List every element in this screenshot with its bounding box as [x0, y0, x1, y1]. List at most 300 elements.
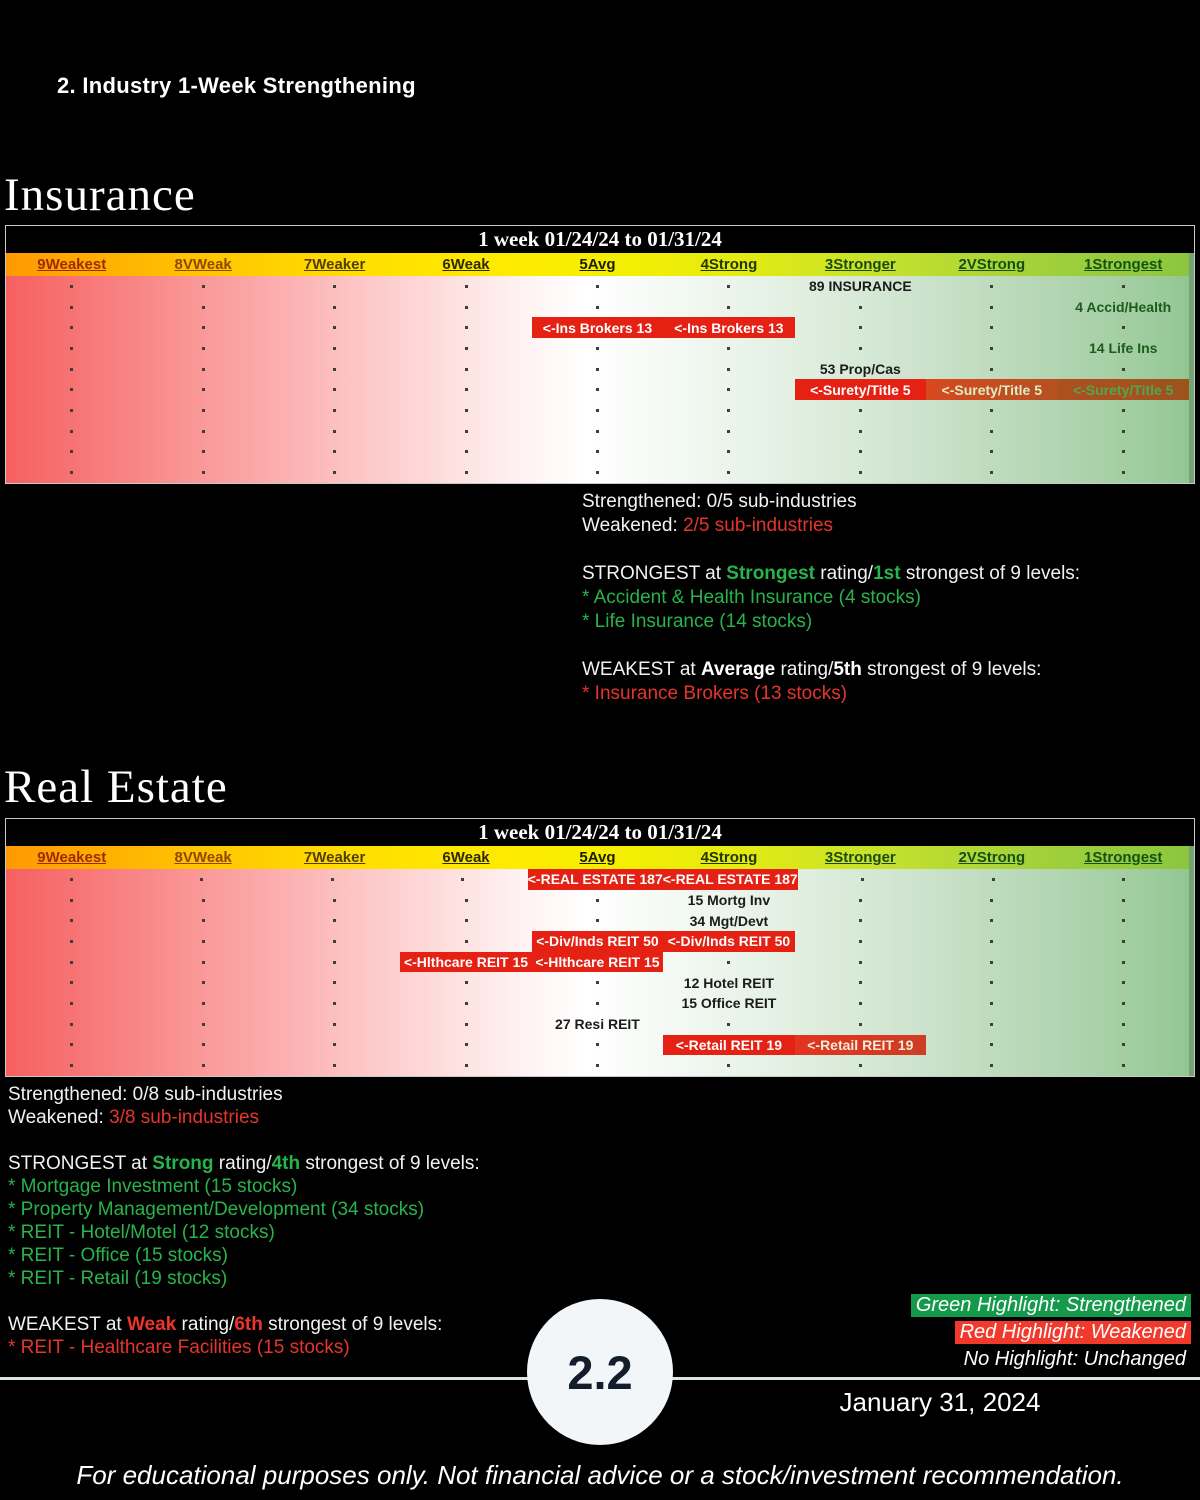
dot-marker — [333, 285, 336, 288]
column-header: 4Strong — [700, 256, 758, 273]
summary-gap — [8, 1129, 480, 1152]
cell-label: <-REAL ESTATE 187 — [527, 871, 663, 888]
empty-cell — [6, 442, 137, 463]
column-header: 8VWeak — [174, 849, 232, 866]
value-cell — [795, 276, 926, 297]
table-row — [6, 1014, 1189, 1035]
dot-marker — [333, 1002, 336, 1005]
dot-marker — [70, 919, 73, 922]
empty-cell — [269, 993, 400, 1014]
dot-marker — [859, 347, 862, 350]
empty-cell — [532, 338, 663, 359]
empty-cell — [137, 1055, 268, 1076]
summary-text: * Mortgage Investment (15 stocks) — [8, 1176, 298, 1197]
table-row — [6, 359, 1189, 380]
cell-label: 53 Prop/Cas — [819, 361, 901, 378]
dot-marker — [333, 306, 336, 309]
dot-marker — [1122, 899, 1125, 902]
empty-cell — [400, 379, 531, 400]
cell-label: <-Retail REIT 19 — [675, 1036, 782, 1053]
column-header: 7Weaker — [303, 849, 366, 866]
table-row — [6, 890, 1189, 911]
dot-marker — [990, 409, 993, 412]
dot-marker — [465, 326, 468, 329]
dot-marker — [727, 1023, 730, 1026]
empty-cell — [397, 869, 527, 890]
column-header: 1Strongest — [1084, 256, 1163, 273]
empty-cell — [1058, 359, 1189, 380]
empty-cell — [137, 421, 268, 442]
dot-marker — [859, 409, 862, 412]
empty-cell — [795, 910, 926, 931]
summary-text: rating/ — [176, 1314, 235, 1335]
empty-cell — [532, 297, 663, 318]
dot-marker — [333, 1023, 336, 1026]
summary-gap — [582, 538, 1080, 562]
cell-label: 14 Life Ins — [1088, 340, 1158, 357]
dot-marker — [596, 306, 599, 309]
empty-cell — [1058, 1055, 1189, 1076]
dot-marker — [727, 347, 730, 350]
dot-marker — [859, 471, 862, 474]
dot-marker — [465, 285, 468, 288]
empty-cell — [400, 462, 531, 483]
legend-item-weakened — [911, 1321, 1191, 1344]
highlight-cell — [663, 931, 794, 952]
dot-marker — [1122, 878, 1125, 881]
empty-cell — [532, 276, 663, 297]
empty-cell — [532, 910, 663, 931]
table-row — [6, 297, 1189, 318]
dot-marker — [333, 450, 336, 453]
highlight-cell — [400, 952, 531, 973]
disclaimer-text: For educational purposes only. Not financial advice or a stock/investment recommendation. — [76, 1460, 1124, 1490]
empty-cell — [1058, 931, 1189, 952]
dot-marker — [70, 347, 73, 350]
dot-marker — [990, 306, 993, 309]
empty-cell — [6, 972, 137, 993]
dot-marker — [333, 899, 336, 902]
empty-cell — [532, 1035, 663, 1056]
empty-cell — [532, 400, 663, 421]
dot-marker — [465, 368, 468, 371]
dot-marker — [333, 961, 336, 964]
dot-marker — [70, 1043, 73, 1046]
dot-marker — [990, 899, 993, 902]
table-row — [6, 869, 1189, 890]
dot-marker — [1122, 961, 1125, 964]
table-row — [6, 910, 1189, 931]
table-row — [6, 931, 1189, 952]
dot-marker — [859, 940, 862, 943]
cell-label: <-REAL ESTATE 187 — [662, 871, 798, 888]
dot-marker — [727, 450, 730, 453]
empty-cell — [400, 890, 531, 911]
empty-cell — [926, 421, 1057, 442]
empty-cell — [663, 421, 794, 442]
dot-marker — [1122, 919, 1125, 922]
empty-cell — [795, 338, 926, 359]
empty-cell — [926, 1014, 1057, 1035]
cell-label: 89 INSURANCE — [808, 278, 912, 295]
value-cell — [1058, 338, 1189, 359]
highlight-legend — [911, 1294, 1191, 1375]
table-row — [6, 421, 1189, 442]
empty-cell — [926, 1035, 1057, 1056]
empty-cell — [1058, 972, 1189, 993]
column-header: 5Avg — [579, 256, 616, 273]
dot-marker — [70, 368, 73, 371]
empty-cell — [795, 297, 926, 318]
dot-marker — [70, 450, 73, 453]
legend-label: Red Highlight: Weakened — [955, 1321, 1191, 1344]
column-header: 5Avg — [579, 849, 616, 866]
dot-marker — [333, 981, 336, 984]
empty-cell — [136, 869, 266, 890]
dot-marker — [465, 450, 468, 453]
dot-marker — [1122, 1043, 1125, 1046]
dot-marker — [990, 430, 993, 433]
summary-text: Strong — [152, 1153, 214, 1174]
dot-marker — [70, 940, 73, 943]
empty-cell — [926, 317, 1057, 338]
dot-marker — [200, 878, 203, 881]
empty-cell — [926, 993, 1057, 1014]
dot-marker — [70, 326, 73, 329]
column-header: 3Stronger — [824, 849, 896, 866]
dot-marker — [859, 450, 862, 453]
empty-cell — [6, 1055, 137, 1076]
empty-cell — [1058, 421, 1189, 442]
empty-cell — [926, 972, 1057, 993]
empty-cell — [532, 890, 663, 911]
dot-marker — [1122, 368, 1125, 371]
dot-marker — [990, 1023, 993, 1026]
highlight-cell — [1058, 379, 1189, 400]
empty-cell — [926, 1055, 1057, 1076]
highlight-cell — [663, 317, 794, 338]
cell-label: <-Surety/Title 5 — [810, 381, 911, 398]
summary-line — [8, 1313, 480, 1336]
empty-cell — [137, 297, 268, 318]
empty-cell — [532, 972, 663, 993]
summary-text: strongest of 9 levels: — [300, 1153, 480, 1174]
column-header: 9Weakest — [37, 849, 107, 866]
page-number-badge — [527, 1299, 673, 1445]
dot-marker — [859, 430, 862, 433]
summary-text: STRONGEST at — [8, 1153, 153, 1174]
summary-line — [8, 1244, 480, 1267]
empty-cell — [400, 338, 531, 359]
dot-marker — [727, 306, 730, 309]
dot-marker — [202, 471, 205, 474]
summary-text: Strongest — [726, 563, 815, 584]
summary-text: Average — [700, 659, 776, 680]
empty-cell — [269, 379, 400, 400]
column-header: 4Strong — [700, 849, 758, 866]
empty-cell — [6, 421, 137, 442]
empty-cell — [400, 1055, 531, 1076]
empty-cell — [926, 297, 1057, 318]
dot-marker — [465, 919, 468, 922]
dot-marker — [333, 326, 336, 329]
empty-cell — [137, 993, 268, 1014]
empty-cell — [795, 421, 926, 442]
dot-marker — [727, 1064, 730, 1067]
empty-cell — [663, 276, 794, 297]
empty-cell — [400, 297, 531, 318]
dot-marker — [202, 347, 205, 350]
legend-item-strengthened — [911, 1294, 1191, 1317]
dot-marker — [859, 899, 862, 902]
summary-text: STRONGEST at — [582, 563, 727, 584]
dot-marker — [596, 471, 599, 474]
dot-marker — [202, 919, 205, 922]
empty-cell — [137, 338, 268, 359]
dot-marker — [333, 1064, 336, 1067]
empty-cell — [137, 1035, 268, 1056]
empty-cell — [532, 993, 663, 1014]
insurance-strength-table — [5, 225, 1195, 484]
dot-marker — [727, 471, 730, 474]
empty-cell — [926, 910, 1057, 931]
table-row — [6, 276, 1189, 297]
dot-marker — [202, 450, 205, 453]
dot-marker — [465, 1023, 468, 1026]
summary-text: Weakened: — [582, 515, 684, 536]
empty-cell — [400, 1014, 531, 1035]
empty-cell — [926, 952, 1057, 973]
empty-cell — [137, 359, 268, 380]
empty-cell — [663, 338, 794, 359]
cell-label: <-Ins Brokers 13 — [674, 319, 784, 336]
dot-marker — [596, 368, 599, 371]
summary-line — [582, 682, 1080, 706]
dot-marker — [465, 471, 468, 474]
empty-cell — [1058, 400, 1189, 421]
column-header: 8VWeak — [174, 256, 232, 273]
empty-cell — [663, 1014, 794, 1035]
empty-cell — [532, 379, 663, 400]
column-header: 1Strongest — [1084, 849, 1163, 866]
summary-gap — [8, 1290, 480, 1313]
empty-cell — [400, 400, 531, 421]
table-row — [6, 1055, 1189, 1076]
summary-text: strongest of 9 levels: — [900, 563, 1081, 584]
empty-cell — [1058, 317, 1189, 338]
dot-marker — [465, 388, 468, 391]
dot-marker — [202, 368, 205, 371]
empty-cell — [137, 317, 268, 338]
empty-cell — [6, 1014, 137, 1035]
column-header: 6Weak — [442, 849, 490, 866]
empty-cell — [269, 297, 400, 318]
dot-marker — [859, 981, 862, 984]
dot-marker — [992, 878, 995, 881]
table-header-row — [6, 253, 1194, 276]
table-row — [6, 317, 1189, 338]
dot-marker — [70, 285, 73, 288]
empty-cell — [269, 931, 400, 952]
dot-marker — [990, 471, 993, 474]
column-header: 2VStrong — [958, 849, 1026, 866]
dot-marker — [70, 1002, 73, 1005]
empty-cell — [926, 890, 1057, 911]
dot-marker — [70, 981, 73, 984]
cell-label: 15 Mortg Inv — [687, 892, 771, 909]
dot-marker — [859, 919, 862, 922]
empty-cell — [795, 400, 926, 421]
empty-cell — [926, 338, 1057, 359]
empty-cell — [137, 276, 268, 297]
cell-label: 27 Resi REIT — [555, 1016, 640, 1033]
empty-cell — [6, 931, 137, 952]
dot-marker — [596, 347, 599, 350]
empty-cell — [6, 869, 136, 890]
empty-cell — [6, 890, 137, 911]
dot-marker — [1122, 326, 1125, 329]
empty-cell — [269, 317, 400, 338]
empty-cell — [795, 993, 926, 1014]
dot-marker — [465, 1043, 468, 1046]
legend-label: Green Highlight: Strengthened — [911, 1294, 1191, 1317]
dot-marker — [202, 1043, 205, 1046]
empty-cell — [400, 421, 531, 442]
empty-cell — [6, 338, 137, 359]
page-title: 2. Industry 1-Week Strengthening — [57, 73, 416, 98]
empty-cell — [663, 359, 794, 380]
dot-marker — [727, 409, 730, 412]
cell-label: <-Div/Inds REIT 50 — [667, 933, 791, 950]
dot-marker — [202, 1023, 205, 1026]
empty-cell — [532, 462, 663, 483]
table-row — [6, 462, 1189, 483]
summary-line — [8, 1198, 480, 1221]
empty-cell — [269, 462, 400, 483]
empty-cell — [1058, 910, 1189, 931]
empty-cell — [400, 910, 531, 931]
dot-marker — [333, 347, 336, 350]
dot-marker — [202, 961, 205, 964]
empty-cell — [663, 379, 794, 400]
dot-marker — [990, 961, 993, 964]
summary-text: * Insurance Brokers (13 stocks) — [582, 683, 848, 704]
empty-cell — [269, 359, 400, 380]
summary-line — [582, 562, 1080, 586]
cell-label: <-Surety/Title 5 — [1072, 381, 1174, 398]
empty-cell — [137, 379, 268, 400]
empty-cell — [269, 890, 400, 911]
empty-cell — [532, 359, 663, 380]
empty-cell — [6, 317, 137, 338]
highlight-cell — [532, 931, 663, 952]
dot-marker — [202, 388, 205, 391]
summary-text: Weak — [126, 1314, 177, 1335]
dot-marker — [1122, 450, 1125, 453]
cell-label: <-Retail REIT 19 — [807, 1036, 914, 1053]
dot-marker — [333, 368, 336, 371]
empty-cell — [267, 869, 397, 890]
table-row — [6, 379, 1189, 400]
value-cell — [795, 359, 926, 380]
dot-marker — [202, 285, 205, 288]
summary-text: Weakened: — [8, 1107, 110, 1128]
summary-gap — [582, 634, 1080, 658]
report-date: January 31, 2024 — [839, 1387, 1041, 1417]
dot-marker — [333, 388, 336, 391]
empty-cell — [1058, 890, 1189, 911]
legend-label: No Highlight: Unchanged — [963, 1348, 1186, 1370]
empty-cell — [137, 442, 268, 463]
empty-cell — [926, 442, 1057, 463]
dot-marker — [990, 450, 993, 453]
dot-marker — [596, 919, 599, 922]
empty-cell — [1058, 1014, 1189, 1035]
summary-text: Strengthened: 0/8 sub-industries — [8, 1084, 283, 1105]
dot-marker — [859, 961, 862, 964]
empty-cell — [269, 972, 400, 993]
dot-marker — [727, 285, 730, 288]
summary-text: * Life Insurance (14 stocks) — [582, 611, 813, 632]
summary-text: 4th — [271, 1153, 301, 1174]
cell-label: <-Ins Brokers 13 — [542, 319, 653, 336]
table-row — [6, 1035, 1189, 1056]
empty-cell — [532, 1055, 663, 1076]
summary-text: WEAKEST at — [8, 1314, 127, 1335]
dot-marker — [990, 326, 993, 329]
dot-marker — [202, 306, 205, 309]
summary-text: 6th — [234, 1314, 263, 1335]
cell-label: 12 Hotel REIT — [683, 974, 775, 991]
value-cell — [1058, 297, 1189, 318]
dot-marker — [727, 430, 730, 433]
dot-marker — [990, 919, 993, 922]
dot-marker — [859, 1023, 862, 1026]
dot-marker — [990, 285, 993, 288]
dot-marker — [465, 347, 468, 350]
dot-marker — [861, 878, 864, 881]
cell-label: <-Hlthcare REIT 15 — [535, 954, 660, 971]
dot-marker — [990, 368, 993, 371]
dot-marker — [202, 430, 205, 433]
summary-text: 1st — [873, 563, 901, 584]
dot-marker — [70, 1064, 73, 1067]
page-number: 2.2 — [567, 1345, 633, 1399]
dot-marker — [596, 1002, 599, 1005]
dot-marker — [333, 940, 336, 943]
value-cell — [663, 910, 794, 931]
empty-cell — [795, 972, 926, 993]
empty-cell — [269, 1055, 400, 1076]
empty-cell — [6, 359, 137, 380]
empty-cell — [926, 400, 1057, 421]
dot-marker — [1122, 285, 1125, 288]
table-header-row — [6, 846, 1194, 869]
dot-marker — [70, 306, 73, 309]
empty-cell — [928, 869, 1058, 890]
empty-cell — [795, 1014, 926, 1035]
summary-line — [8, 1083, 480, 1106]
dot-marker — [202, 981, 205, 984]
empty-cell — [6, 379, 137, 400]
empty-cell — [6, 1035, 137, 1056]
summary-text: Strengthened: 0/5 sub-industries — [582, 491, 857, 512]
empty-cell — [663, 400, 794, 421]
dot-marker — [990, 1002, 993, 1005]
empty-cell — [137, 462, 268, 483]
value-cell — [663, 890, 794, 911]
cell-label: 15 Office REIT — [681, 995, 777, 1012]
